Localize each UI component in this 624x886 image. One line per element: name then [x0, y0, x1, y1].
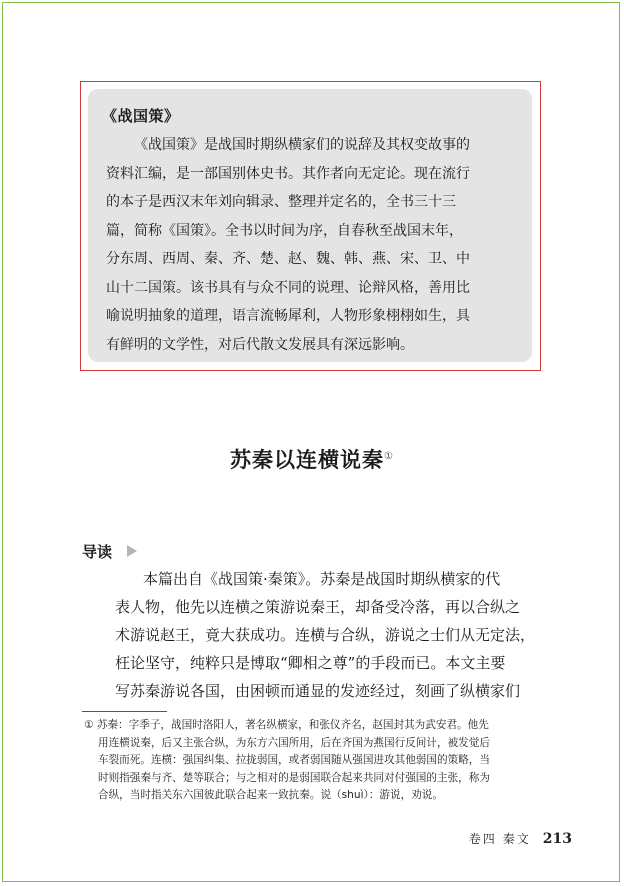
- intro-box: [88, 89, 532, 362]
- intro-line: 分东周、西周、秦、齐、楚、赵、魏、韩、燕、宋、卫、中: [106, 251, 470, 267]
- page-number: 213: [542, 831, 572, 847]
- footnote-divider: [82, 711, 167, 712]
- intro-line: 喻说明抽象的道理，语言流畅犀利，人物形象栩栩如生，具: [106, 308, 470, 324]
- footnote-line: ① 苏秦：字季子，战国时洛阳人，著名纵横家，和张仪齐名，赵国封其为武安君。他先: [84, 719, 489, 731]
- footnote-marker[interactable]: ①: [384, 451, 394, 463]
- intro-line: 的本子是西汉末年刘向辑录、整理并定名的，全书三十三: [106, 194, 456, 210]
- intro-title: 《战国策》: [102, 107, 180, 125]
- article-title-text: 苏秦以连横说秦: [230, 447, 385, 473]
- intro-line: 《战国策》是战国时期纵横家们的说辞及其权变故事的: [134, 137, 470, 153]
- guide-line: 写苏秦游说各国，由困顿而通显的发迹经过，刻画了纵横家们: [115, 682, 521, 700]
- play-arrow-icon: [127, 545, 137, 557]
- footnote-line: 时则指强秦与齐、楚等联合；与之相对的是弱国联合起来共同对付强国的主张，称为: [98, 771, 490, 784]
- guide-line: 枉论坚守，纯粹只是博取“卿相之尊”的手段而已。本文主要: [115, 654, 506, 672]
- article-title: [0, 444, 624, 474]
- guide-line: 本篇出自《战国策·秦策》。苏秦是战国时期纵横家的代: [143, 570, 501, 588]
- guide-text: [115, 565, 543, 705]
- intro-line: 篇，简称《国策》。全书以时间为序，自春秋至战国末年，: [106, 222, 463, 239]
- footnote-line: 车裂而死。连横：强国纠集、拉拢弱国，或者弱国随从强国进攻其他弱国的策略，当: [98, 754, 490, 766]
- guide-heading: 导读: [82, 543, 113, 561]
- intro-panel: [80, 81, 541, 371]
- intro-line: 有鲜明的文学性，对后代散文发展具有深远影响。: [106, 336, 414, 353]
- intro-line: 山十二国策。该书具有与众不同的说理、论辩风格，善用比: [106, 279, 470, 296]
- footnote: [84, 717, 544, 805]
- intro-text: [106, 131, 520, 359]
- intro-line: 资料汇编，是一部国别体史书。其作者向无定论。现在流行: [106, 165, 470, 182]
- guide-line: 术游说赵王，竟大获成功。连横与合纵，游说之士们从无定法，: [115, 626, 536, 644]
- footnote-line: 合纵，当时指关东六国彼此联合起来一致抗秦。说（shuì）：游说，劝说。: [98, 789, 443, 801]
- page-footer: [469, 830, 572, 847]
- footer-volume: 卷四: [468, 832, 497, 846]
- footnote-line: 用连横说秦，后又主张合纵，为东方六国所用，后在齐国为燕国行反间计，被发觉后: [98, 736, 490, 749]
- guide-line: 表人物，他先以连横之策游说秦王，却备受冷落，再以合纵之: [115, 598, 521, 616]
- footer-section: 秦文: [502, 832, 531, 846]
